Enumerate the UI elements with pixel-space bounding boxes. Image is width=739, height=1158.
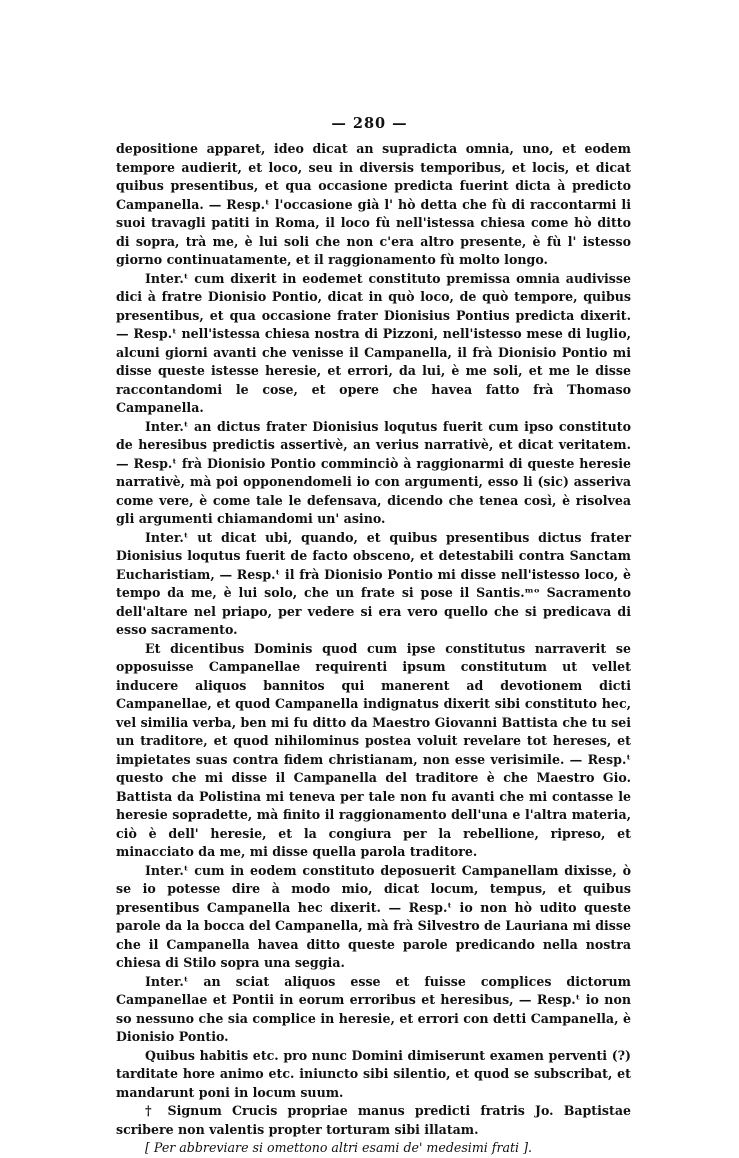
paragraph: Inter.ᵗ cum dixerit in eodemet constituto premissa omnia audivisse dici à fratre Dionisio Pontio, dicat in quò loco, de quò tempore, quibus presentibus, et qua occasione frater Dionisius Pontius predicta dixerit. — Resp.ᵗ nell'istessa chiesa nostra di Pizzoni, nell'istesso mese di luglio, alcuni giorni avanti che venisse il Campanella, il frà Dionisio Pontio mi disse queste istesse heresie, et errori, da lui, è me soli, et me le disse raccontandomi le cose, et opere che havea fatto frà Thomaso Campanella. bbox=[116, 270, 631, 415]
document-body bbox=[116, 140, 631, 1158]
paragraph: Et dicentibus Dominis quod cum ipse constitutus narraverit se opposuisse Campanellae requirenti ipsum constitutum ut vellet inducere aliquos bannitos qui manerent ad devotionem dicti Campanellae, et quod Campanella indignatus dixerit sibi constituto hec, vel similia verba, ben mi fu ditto da Maestro Giovanni Battista che tu sei un traditore, et quod nihilominus postea voluit revelare tot hereses, et impietates suas contra fidem christianam, non esse verisimile. — Resp.ᵗ questo che mi disse il Campanella del traditore è che Maestro Gio. Battista da Polistina mi teneva per tale non fu avanti che mi contasse le heresie sopradette, mà finito il raggionamento dell'una e l'altra materia, ciò è dell' heresie, et la congiura per la rebellione, ripreso, et minacciato da me, mi disse quella parola traditore. bbox=[116, 640, 631, 859]
page-number: — 280 — bbox=[331, 115, 408, 132]
paragraph: Inter.ᵗ an sciat aliquos esse et fuisse complices dictorum Campanellae et Pontii in eorum erroribus et heresibus, — Resp.ᵗ io non so nessuno che sia complice in heresie, et errori con detti Campanella, è Dionisio Pontio. bbox=[116, 973, 631, 1044]
paragraph: Quibus habitis etc. pro nunc Domini dimiserunt examen perventi (?) tarditate hore animo etc. iniuncto sibi silentio, et quod se subscribat, et mandarunt poni in locum suum. bbox=[116, 1047, 631, 1100]
paragraph: Inter.ᵗ ut dicat ubi, quando, et quibus presentibus dictus frater Dionisius loqutus fuerit de facto obsceno, et detestabili contra Sanctam Eucharistiam, — Resp.ᵗ il frà Dionisio Pontio mi disse nell'istesso loco, è tempo da me, è lui solo, che un frate si pose il Santis.ᵐᵒ Sacramento dell'altare nel priapo, per vedere si era vero quello che si predicava di esso sacramento. bbox=[116, 529, 631, 637]
paragraph: depositione apparet, ideo dicat an supradicta omnia, uno, et eodem tempore audierit, et loco, seu in diversis temporibus, et locis, et dicat quibus presentibus, et qua occasione predicta fuerint dicta à predicto Campanella. — Resp.ᵗ l'occasione già l' hò detta che fù di raccontarmi li suoi travagli patiti in Roma, il loco fù nell'istessa chiesa come hò ditto di sopra, trà me, è lui soli che non c'era altro presente, è fù l' istesso giorno continuatamente, et il raggionamento fù molto longo. bbox=[116, 141, 631, 267]
paragraph: Inter.ᵗ an dictus frater Dionisius loqutus fuerit cum ipso constituto de heresibus predictis assertivè, an verius narrativè, et dicat veritatem. — Resp.ᵗ frà Dionisio Pontio comminciò à raggionarmi di queste heresie narrativè, mà poi opponendomeli io con argumenti, esso li (sic) asseriva come vere, è come tale le defensava, dicendo che tenea così, è risolvea gli argumenti chiamandomi un' asino. bbox=[116, 418, 631, 526]
paragraph: † Signum Crucis propriae manus predicti fratris Jo. Baptistae scribere non valentis propter torturam sibi illatam. bbox=[116, 1103, 631, 1137]
editor-note: [ Per abbreviare si omettono altri esami de' medesimi frati ]. bbox=[145, 1140, 532, 1155]
paragraph: Inter.ᵗ cum in eodem constituto deposuerit Campanellam dixisse, ò se io potesse dire à modo mio, dicat locum, tempus, et quibus presentibus Campanella hec dixerit. — Resp.ᵗ io non hò udito queste parole da la bocca del Campanella, mà frà Silvestro de Lauriana mi disse che il Campanella havea ditto queste parole predicando nella nostra chiesa di Stilo sopra una seggia. bbox=[116, 862, 631, 970]
